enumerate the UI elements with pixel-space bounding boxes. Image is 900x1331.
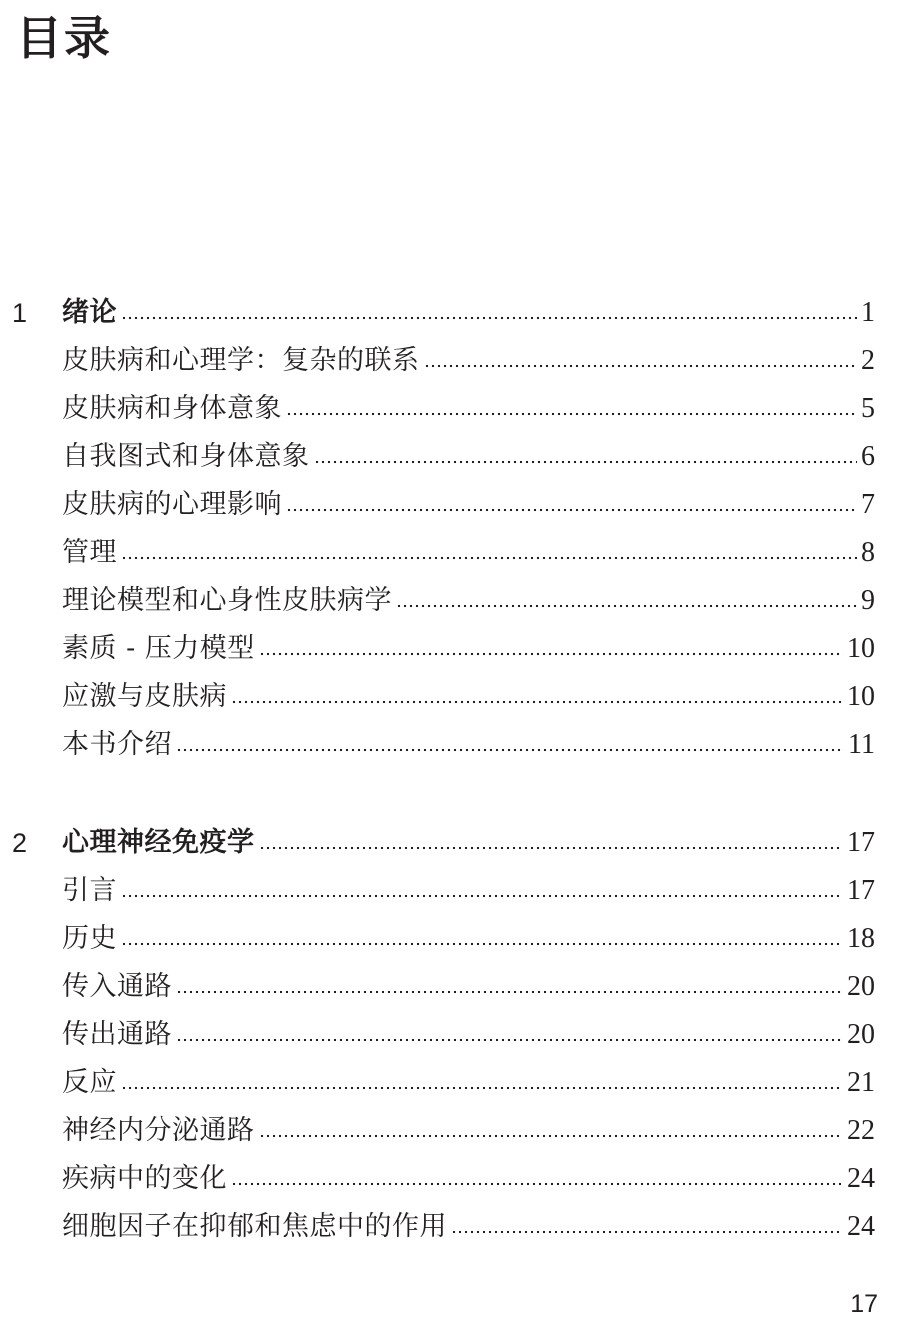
dot-leader bbox=[259, 652, 843, 656]
page-number: 1 bbox=[861, 297, 875, 328]
page-number: 18 bbox=[847, 923, 875, 954]
dot-leader bbox=[176, 748, 844, 752]
toc-section[interactable] bbox=[0, 963, 900, 1011]
section-title: 理论模型和心身性皮肤病学 bbox=[62, 585, 392, 616]
toc-section[interactable] bbox=[0, 433, 900, 481]
dot-leader bbox=[424, 364, 858, 368]
chapter-title: 绪论 bbox=[62, 297, 117, 328]
dot-leader bbox=[176, 1038, 843, 1042]
dot-leader bbox=[259, 846, 844, 850]
section-title: 自我图式和身体意象 bbox=[62, 441, 310, 472]
section-title: 神经内分泌通路 bbox=[62, 1115, 255, 1146]
section-title: 管理 bbox=[62, 537, 117, 568]
toc-section[interactable] bbox=[0, 915, 900, 963]
section-title: 传出通路 bbox=[62, 1019, 172, 1050]
section-title: 素质 - 压力模型 bbox=[62, 633, 255, 664]
chapter-number: 1 bbox=[12, 298, 28, 328]
section-title: 历史 bbox=[62, 923, 117, 954]
page-number: 8 bbox=[861, 537, 875, 568]
toc-section[interactable] bbox=[0, 1203, 900, 1251]
dot-leader bbox=[121, 1086, 843, 1090]
toc-section[interactable] bbox=[0, 625, 900, 673]
page-number: 21 bbox=[847, 1067, 875, 1098]
toc-section[interactable] bbox=[0, 529, 900, 577]
page-number: 10 bbox=[847, 681, 875, 712]
section-title: 引言 bbox=[62, 875, 117, 906]
page-folio: 17 bbox=[850, 1290, 878, 1318]
toc-section[interactable] bbox=[0, 1155, 900, 1203]
toc-chapter-2[interactable] bbox=[0, 819, 900, 867]
page-number: 7 bbox=[861, 489, 875, 520]
page-title: 目录 bbox=[16, 11, 112, 65]
toc-section[interactable] bbox=[0, 1011, 900, 1059]
toc-section[interactable] bbox=[0, 867, 900, 915]
dot-leader bbox=[286, 412, 857, 416]
dot-leader bbox=[259, 1134, 844, 1138]
dot-leader bbox=[231, 1182, 843, 1186]
toc-section[interactable] bbox=[0, 577, 900, 625]
page-number: 17 bbox=[847, 875, 875, 906]
dot-leader bbox=[286, 508, 857, 512]
dot-leader bbox=[121, 316, 857, 320]
section-title: 反应 bbox=[62, 1067, 117, 1098]
toc-section[interactable] bbox=[0, 673, 900, 721]
section-title: 本书介绍 bbox=[62, 729, 172, 760]
toc-section[interactable] bbox=[0, 1107, 900, 1155]
page-number: 6 bbox=[861, 441, 875, 472]
toc-chapter-1[interactable] bbox=[0, 289, 900, 337]
page-number: 17 bbox=[847, 827, 875, 858]
page-number: 22 bbox=[847, 1115, 875, 1146]
dot-leader bbox=[121, 556, 857, 560]
toc-section[interactable] bbox=[0, 1059, 900, 1107]
section-title: 皮肤病和心理学：复杂的联系 bbox=[62, 345, 420, 376]
toc-section[interactable] bbox=[0, 721, 900, 769]
toc-section[interactable] bbox=[0, 481, 900, 529]
dot-leader bbox=[231, 700, 843, 704]
dot-leader bbox=[176, 990, 843, 994]
page-number: 20 bbox=[847, 1019, 875, 1050]
section-title: 皮肤病的心理影响 bbox=[62, 489, 282, 520]
chapter-number: 2 bbox=[12, 828, 28, 858]
section-title: 传入通路 bbox=[62, 971, 172, 1002]
page-number: 11 bbox=[848, 729, 875, 760]
toc-section[interactable] bbox=[0, 337, 900, 385]
chapter-title: 心理神经免疫学 bbox=[62, 827, 255, 858]
dot-leader bbox=[314, 460, 858, 464]
section-title: 疾病中的变化 bbox=[62, 1163, 227, 1194]
page-number: 2 bbox=[861, 345, 875, 376]
toc-section[interactable] bbox=[0, 385, 900, 433]
dot-leader bbox=[396, 604, 857, 608]
dot-leader bbox=[451, 1230, 843, 1234]
page-number: 10 bbox=[847, 633, 875, 664]
section-title: 应激与皮肤病 bbox=[62, 681, 227, 712]
page-number: 24 bbox=[847, 1211, 875, 1242]
page-number: 20 bbox=[847, 971, 875, 1002]
dot-leader bbox=[121, 894, 843, 898]
dot-leader bbox=[121, 942, 843, 946]
section-title: 皮肤病和身体意象 bbox=[62, 393, 282, 424]
page-number: 5 bbox=[861, 393, 875, 424]
page-number: 9 bbox=[861, 585, 875, 616]
section-title: 细胞因子在抑郁和焦虑中的作用 bbox=[62, 1211, 447, 1242]
page-number: 24 bbox=[847, 1163, 875, 1194]
